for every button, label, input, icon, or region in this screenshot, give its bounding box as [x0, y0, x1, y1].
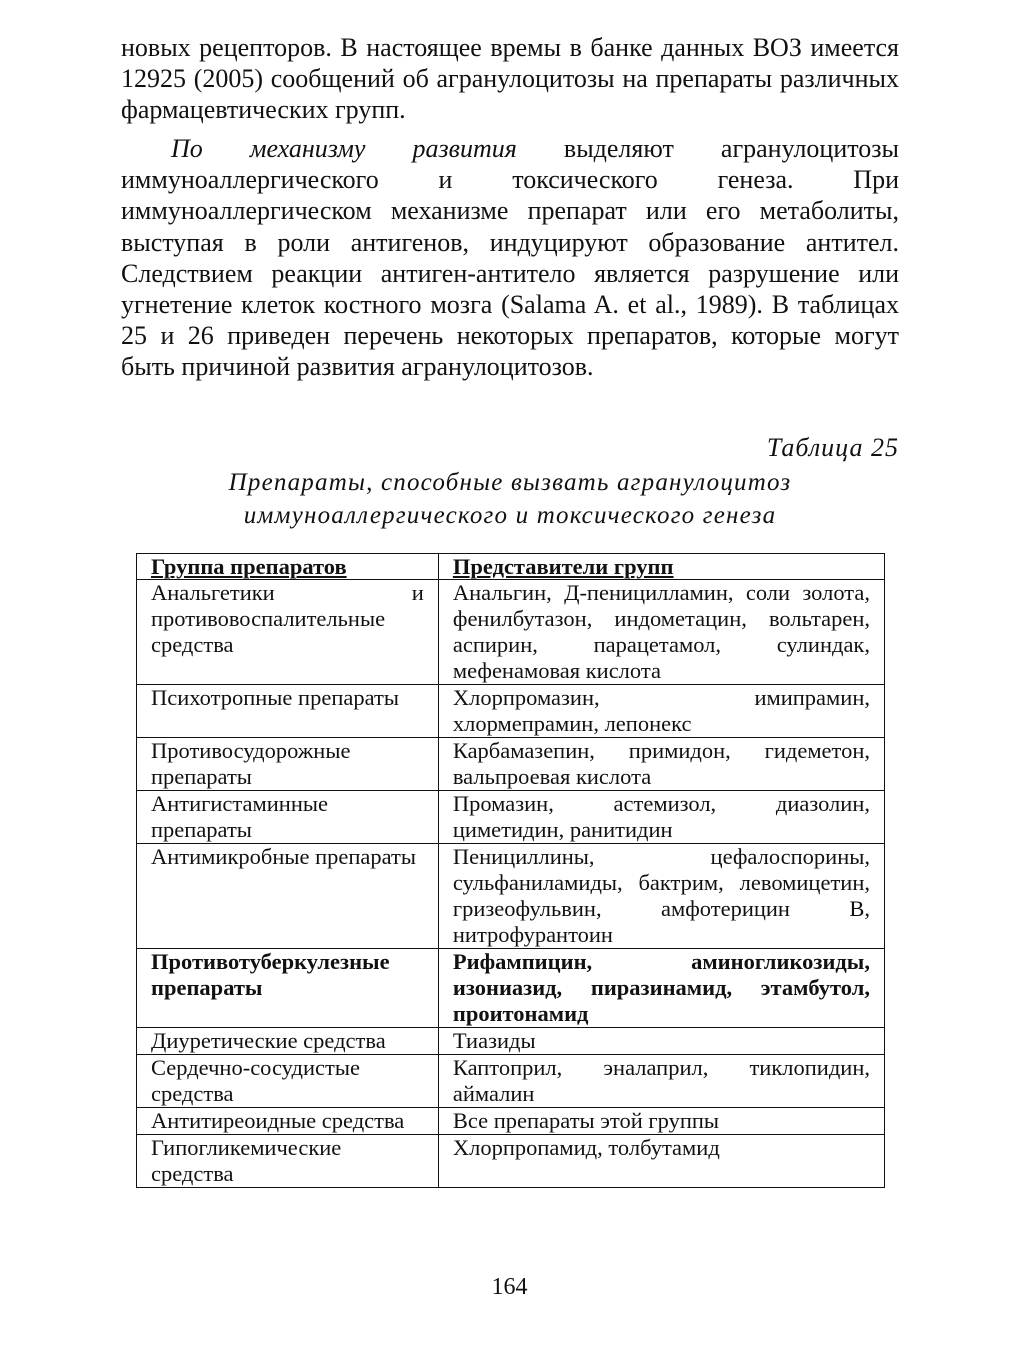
- table-title: [121, 466, 899, 532]
- table-row: [137, 1055, 885, 1108]
- paragraph-2-emphasis: По механизму развития: [171, 134, 517, 163]
- group-cell: Антитиреоидные средства: [137, 1108, 439, 1135]
- group-cell: Противотуберкулезные препараты: [137, 949, 439, 1028]
- table-title-line-1: Препараты, способные вызвать агранулоцитоз: [228, 469, 792, 496]
- members-cell: Пенициллины, цефалоспорины, сульфаниламиды, бактрим, левомицетин, гризеофульвин, амфотерицин В, нитрофурантоин: [438, 844, 884, 949]
- members-cell: Хлорпропамид, толбутамид: [438, 1135, 884, 1188]
- header-group: Группа препаратов: [137, 554, 439, 580]
- members-cell: Все препараты этой группы: [438, 1108, 884, 1135]
- group-cell: Сердечно-сосудистые средства: [137, 1055, 439, 1108]
- group-cell: Диуретические средства: [137, 1028, 439, 1055]
- table-row: [137, 1108, 885, 1135]
- group-cell: Противосудорожные препараты: [137, 738, 439, 791]
- members-cell: Промазин, астемизол, диазолин, циметидин, ранитидин: [438, 791, 884, 844]
- table-header-row: [137, 554, 885, 580]
- table-row: [137, 685, 885, 738]
- group-cell: Анальгетики и противовоспалительные средства: [137, 580, 439, 685]
- members-cell: Тиазиды: [438, 1028, 884, 1055]
- table-row: [137, 580, 885, 685]
- paragraph-2-text: выделяют агранулоцитозы иммуноаллергического и токсического генеза. При иммуноаллергическом механизме препарат или его метаболиты, выступая в роли антигенов, индуцируют образование антител. Следствием реакции антиген-антитело является разрушение или угнетение клеток костного мозга (Salama A. et al., 1989). В таблицах 25 и 26 приведен перечень некоторых препаратов, которые могут быть причиной развития агранулоцитозов.: [121, 134, 899, 382]
- group-cell: Антимикробные препараты: [137, 844, 439, 949]
- table-row: [137, 844, 885, 949]
- page-number: 164: [491, 1274, 528, 1300]
- paragraph-2: [121, 133, 899, 383]
- table-title-line-2: иммуноаллергического и токсического генеза: [243, 502, 777, 529]
- drug-groups-table: [136, 553, 885, 1188]
- table-row: [137, 791, 885, 844]
- table-row: [137, 1028, 885, 1055]
- group-cell: Антигистаминные препараты: [137, 791, 439, 844]
- table-label: Таблица 25: [766, 433, 899, 462]
- header-members: Представители групп: [438, 554, 884, 580]
- members-cell: Анальгин, Д-пеницилламин, соли золота, фенилбутазон, индометацин, вольтарен, аспирин, парацетамол, сулиндак, мефенамовая кислота: [438, 580, 884, 685]
- members-cell: Хлорпромазин, имипрамин, хлормепрамин, лепонекс: [438, 685, 884, 738]
- paragraph-1: новых рецепторов. В настоящее времы в банке данных ВОЗ имеется 12925 (2005) сообщений об агранулоцитозы на препараты различных фармацевтических групп.: [121, 33, 899, 125]
- group-cell: Гипогликемические средства: [137, 1135, 439, 1188]
- members-cell: Рифампицин, аминогликозиды, изониазид, пиразинамид, этамбутол, проитонамид: [438, 949, 884, 1028]
- table-row: [137, 1135, 885, 1188]
- members-cell: Каптоприл, эналаприл, тиклопидин, аймалин: [438, 1055, 884, 1108]
- group-cell: Психотропные препараты: [137, 685, 439, 738]
- table-row: [137, 738, 885, 791]
- members-cell: Карбамазепин, примидон, гидеметон, вальпроевая кислота: [438, 738, 884, 791]
- table-row-highlighted: [137, 949, 885, 1028]
